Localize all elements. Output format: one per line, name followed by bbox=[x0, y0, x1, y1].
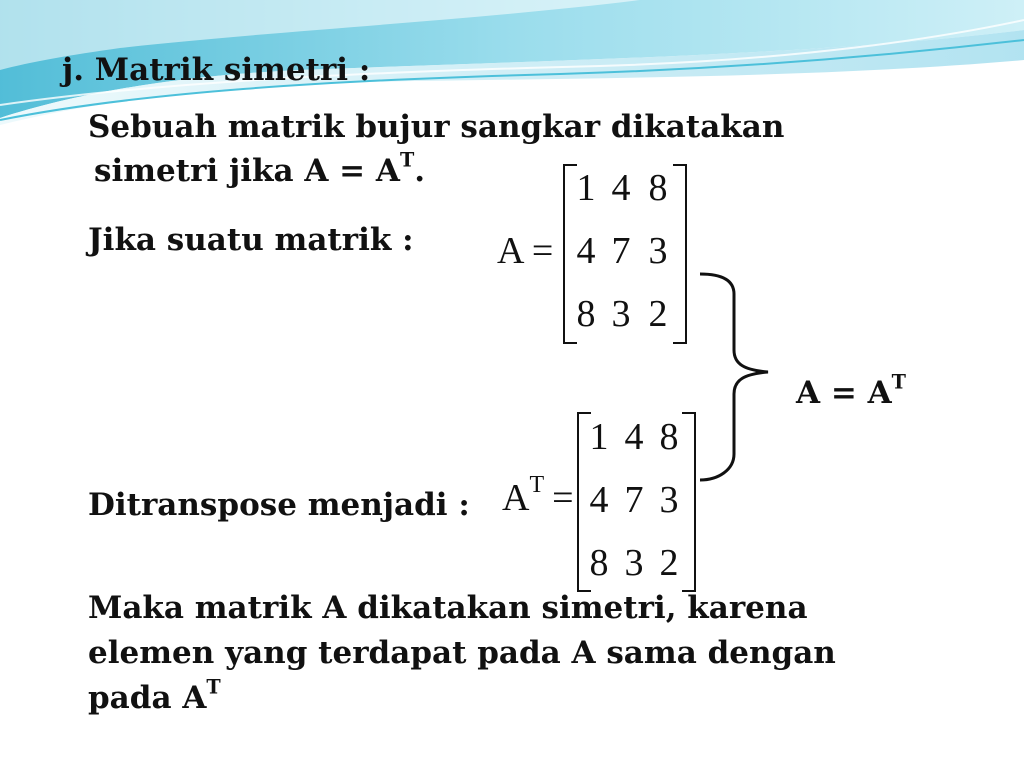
conclusion-line-3 bbox=[88, 675, 221, 716]
matrix-at-cell: 4 bbox=[624, 416, 644, 458]
matrix-a-right-bracket bbox=[673, 164, 687, 344]
slide-heading: j. Matrik simetri : bbox=[62, 52, 371, 88]
matrix-at-cell: 4 bbox=[589, 479, 609, 521]
matrix-at-label bbox=[502, 472, 574, 520]
definition-line-2-end: . bbox=[414, 153, 426, 189]
definition-line-2 bbox=[94, 148, 426, 189]
matrix-at-label-base: A bbox=[502, 477, 530, 519]
matrix-a-cell: 4 bbox=[576, 230, 596, 272]
matrix-at-cell: 1 bbox=[589, 416, 609, 458]
matrix-a-cell: 7 bbox=[611, 230, 631, 272]
matrix-a-cell: 3 bbox=[611, 293, 631, 335]
matrix-at-cell: 3 bbox=[659, 479, 679, 521]
conclusion-superscript: T bbox=[206, 675, 221, 699]
matrix-a-cell: 3 bbox=[648, 230, 668, 272]
result-superscript: T bbox=[891, 370, 906, 394]
matrix-a-cell: 2 bbox=[648, 293, 668, 335]
result-text: A = A bbox=[796, 375, 892, 411]
definition-superscript: T bbox=[400, 148, 415, 172]
matrix-at-cell: 3 bbox=[624, 542, 644, 584]
matrix-a-label: A = bbox=[497, 230, 554, 272]
definition-line-1: Sebuah matrik bujur sangkar dikatakan bbox=[88, 109, 785, 145]
matrix-at-cell: 7 bbox=[624, 479, 644, 521]
conclusion-line-1: Maka matrik A dikatakan simetri, karena bbox=[88, 590, 808, 626]
definition-line-2-text: simetri jika A = A bbox=[94, 153, 400, 189]
curly-brace-icon bbox=[696, 268, 776, 488]
matrix-a-cell: 8 bbox=[648, 167, 668, 209]
matrix-a-cell: 1 bbox=[576, 167, 596, 209]
transpose-label: Ditranspose menjadi : bbox=[88, 487, 470, 523]
matrix-a-cell: 4 bbox=[611, 167, 631, 209]
if-matrix-label: Jika suatu matrik : bbox=[88, 222, 414, 258]
conclusion-line-2: elemen yang terdapat pada A sama dengan bbox=[88, 635, 836, 671]
matrix-at-cell: 2 bbox=[659, 542, 679, 584]
matrix-at-label-sup: T bbox=[529, 472, 545, 498]
matrix-at-label-eq: = bbox=[552, 477, 574, 519]
matrix-at-cell: 8 bbox=[589, 542, 609, 584]
conclusion-line-3-text: pada A bbox=[88, 680, 207, 716]
result-equation bbox=[796, 370, 906, 411]
matrix-a-cell: 8 bbox=[576, 293, 596, 335]
matrix-at-cell: 8 bbox=[659, 416, 679, 458]
